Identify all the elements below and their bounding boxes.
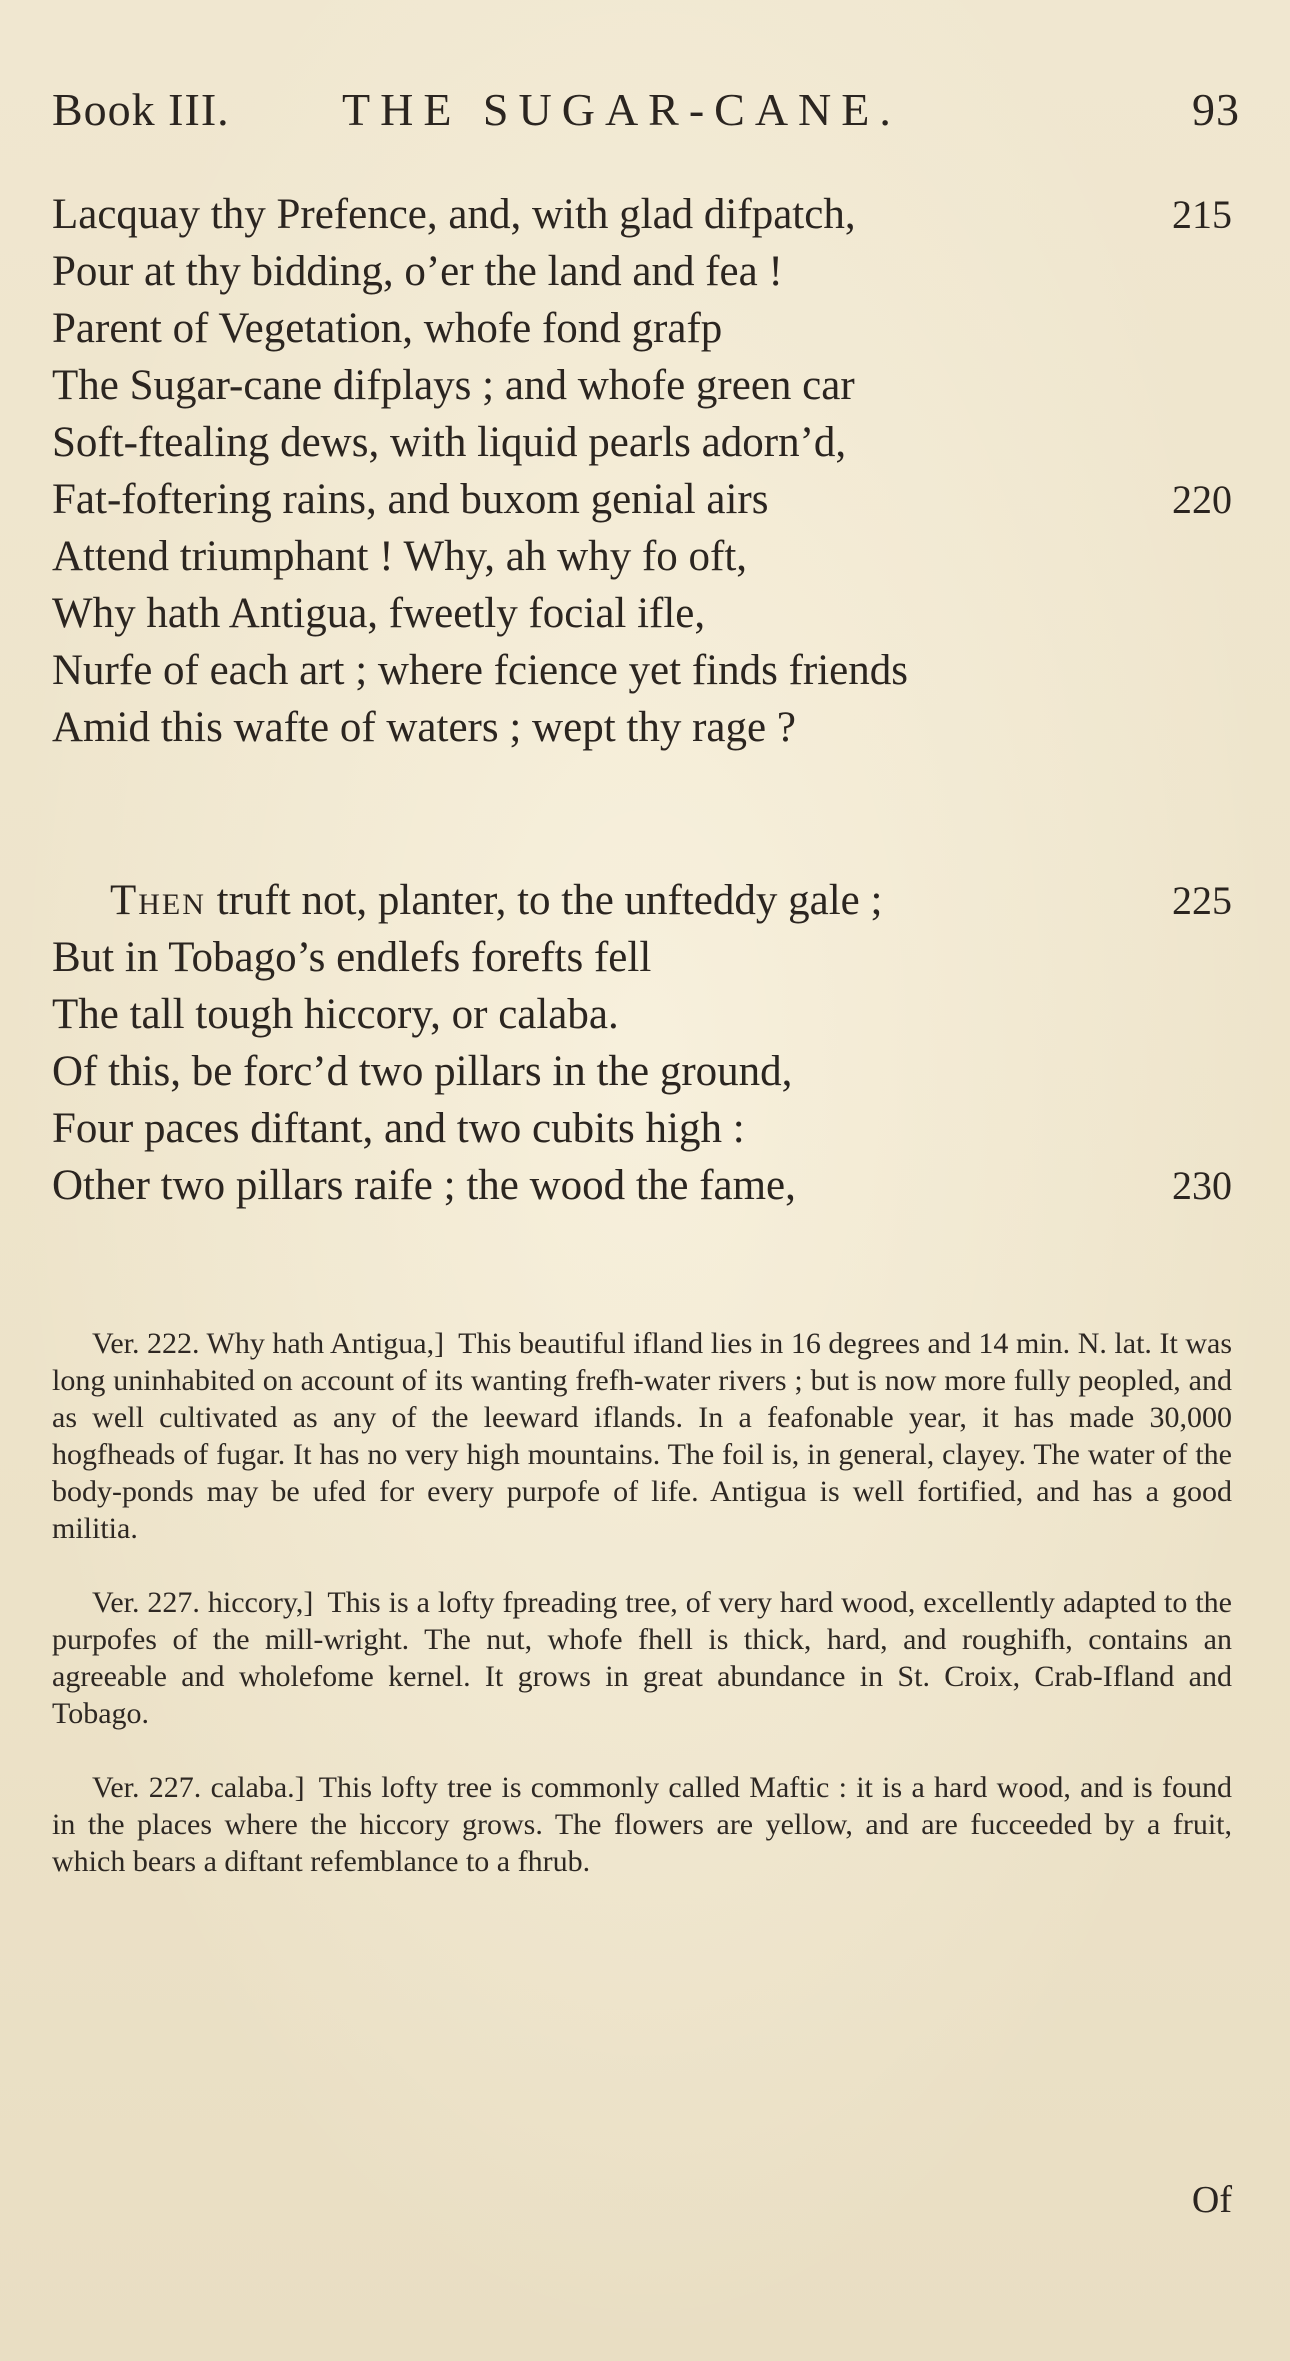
verse-text: Why hath Antigua, fweetly focial ifle, [52, 590, 706, 637]
verse-line [52, 243, 1232, 300]
verse-line [52, 300, 1232, 357]
footnote-reference: Ver. 227. calaba.] [92, 1771, 305, 1804]
verse-line [52, 929, 1232, 986]
verse-text: Four paces diftant, and two cubits high : [52, 1105, 745, 1152]
verse-text: Lacquay thy Prefence, and, with glad difpatch, [52, 191, 856, 238]
verse-text: Parent of Vegetation, whofe fond grafp [52, 305, 723, 352]
line-number: 215 [1172, 192, 1232, 237]
verse-text: Nurfe of each art ; where fcience yet finds friends [52, 647, 908, 694]
line-number: 230 [1172, 1163, 1232, 1208]
verse-line [52, 585, 1232, 642]
verse-text: The Sugar-cane difplays ; and whofe green car [52, 362, 855, 409]
verse-line [52, 1043, 1232, 1100]
stanza-opening-word: Then [110, 877, 206, 924]
footnote-text: This beautiful ifland lies in 16 degrees and 14 min. N. lat. It was long uninhabited on account of its wanting frefh-water rivers ; but is now more fully peopled, and as well cultivated as any of the leeward iflands. In a feafonable year, it has made 30,000 hogfheads of fugar. It has no very high mountains. The foil is, in general, clayey. The water of the body-ponds may be ufed for every purpofe of life. Antigua is well fortified, and has a good militia. [52, 1327, 1232, 1545]
verse-line [52, 528, 1232, 585]
verse-line [52, 1100, 1232, 1157]
book-label: Book III. [52, 84, 230, 135]
verse-line [52, 414, 1232, 471]
verse-line [52, 471, 1232, 528]
catchword: Of [1191, 2179, 1232, 2221]
footnote [52, 1769, 1232, 1880]
verse-text: Other two pillars raife ; the wood the fame, [52, 1162, 796, 1209]
verse-text: Pour at thy bidding, o’er the land and fea ! [52, 248, 783, 295]
verse-text [110, 872, 882, 929]
verse-text: Soft-ftealing dews, with liquid pearls adorn’d, [52, 419, 847, 466]
stanza-opening-rest: truft not, planter, to the unfteddy gale ; [205, 877, 883, 924]
footnotes [52, 1325, 1232, 1917]
line-number: 220 [1172, 477, 1232, 522]
verse-text: Fat-foftering rains, and buxom genial airs [52, 476, 769, 523]
verse-line [52, 357, 1232, 414]
verse-text: Amid this wafte of waters ; wept thy rage ? [52, 704, 796, 751]
verse-stanza-2 [52, 872, 1232, 1214]
running-title: THE SUGAR-CANE. [342, 84, 901, 135]
running-header [52, 70, 1240, 150]
line-number: 225 [1172, 878, 1232, 923]
verse-line [52, 1157, 1232, 1214]
verse-line [52, 872, 1232, 929]
verse-line [52, 699, 1232, 756]
verse-line [52, 642, 1232, 699]
verse-text: But in Tobago’s endlefs forefts fell [52, 934, 652, 981]
footnote-reference: Ver. 227. hiccory,] [92, 1586, 314, 1619]
page-number: 93 [1192, 84, 1240, 135]
verse-stanza-1 [52, 186, 1232, 756]
verse-text: The tall tough hiccory, or calaba. [52, 991, 619, 1038]
verse-line [52, 986, 1232, 1043]
footnote-reference: Ver. 222. Why hath Antigua,] [92, 1327, 445, 1360]
footnote-text: This is a lofty fpreading tree, of very hard wood, excellently adapted to the purpofes of the mill-wright. The nut, whofe fhell is thick, hard, and roughifh, contains an agreeable and wholefome kernel. It grows in great abundance in St. Croix, Crab-Ifland and Tobago. [52, 1586, 1232, 1730]
footnote-text: This lofty tree is commonly called Maftic : it is a hard wood, and is found in the places where the hiccory grows. The flowers are yellow, and are fucceeded by a fruit, which bears a diftant refemblance to a fhrub. [52, 1771, 1233, 1878]
verse-line [52, 186, 1232, 243]
verse-text: Attend triumphant ! Why, ah why fo oft, [52, 533, 748, 580]
verse-text: Of this, be forc’d two pillars in the ground, [52, 1048, 793, 1095]
footnote [52, 1584, 1232, 1732]
footnote [52, 1325, 1232, 1547]
